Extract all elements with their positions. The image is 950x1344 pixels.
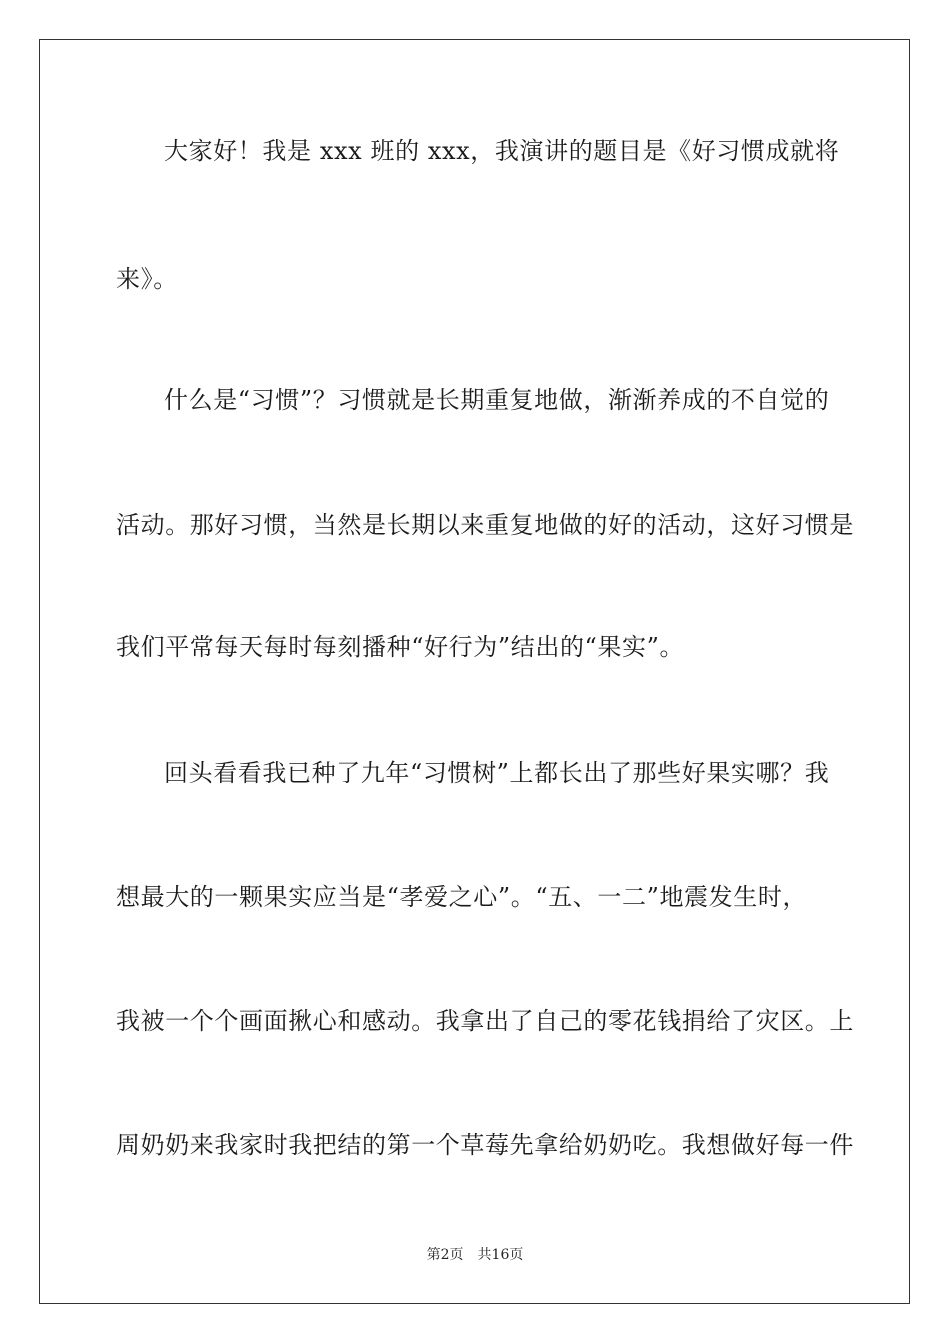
page-border — [39, 39, 910, 1304]
text-line-4: 活动。那好习惯，当然是长期以来重复地做的好的活动，这好习惯是 — [116, 511, 854, 539]
text-line-6: 回头看看我已种了九年“习惯树”上都长出了那些好果实哪？我 — [164, 759, 830, 787]
text-line-1: 大家好！我是 xxx 班的 xxx，我演讲的题目是《好习惯成就将 — [164, 137, 840, 165]
text-line-5: 我们平常每天每时每刻播种“好行为”结出的“果实”。 — [116, 633, 685, 661]
text-line-3: 什么是“习惯”？习惯就是长期重复地做，渐渐养成的不自觉的 — [164, 386, 830, 414]
page-total: 共16页 — [477, 1247, 524, 1263]
page-footer — [0, 1246, 950, 1264]
text-line-9: 周奶奶来我家时我把结的第一个草莓先拿给奶奶吃。我想做好每一件 — [116, 1131, 854, 1159]
page-number: 第2页 — [426, 1247, 464, 1263]
text-line-7: 想最大的一颗果实应当是“孝爱之心”。“五、一二”地震发生时， — [116, 883, 808, 911]
text-line-8: 我被一个个画面揪心和感动。我拿出了自己的零花钱捐给了灾区。上 — [116, 1007, 854, 1035]
text-line-2: 来》。 — [116, 265, 178, 293]
